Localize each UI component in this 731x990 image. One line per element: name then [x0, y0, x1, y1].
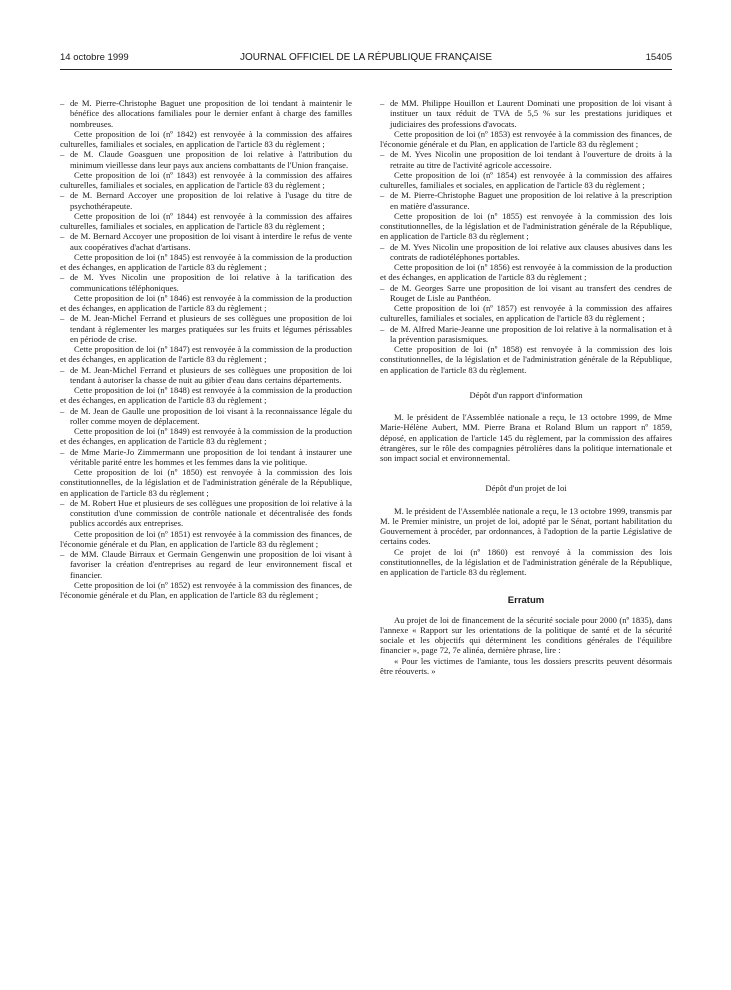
erratum-text-2: « Pour les victimes de l'amiante, tous les dossiers prescrits peuvent désormais être réouverts. »	[380, 655, 672, 676]
section-title-rapport: Dépôt d'un rapport d'information	[469, 389, 583, 400]
dash-marker: –	[60, 231, 65, 242]
entry-text: de M. Alfred Marie-Jeanne une proposition de loi relative à la normalisation et à la prévention parasismiques.	[390, 323, 672, 344]
entry-text: de M. Bernard Accoyer une proposition de loi visant à interdire le refus de vente aux coopératives d'achat d'artisans.	[70, 231, 352, 252]
list-item	[380, 324, 672, 345]
header-date: 14 octobre 1999	[60, 52, 129, 63]
referral-text: Cette proposition de loi (nº 1847) est renvoyée à la commission de la production et des échanges, en application de l'article 83 du règlement ;	[60, 344, 352, 365]
dash-marker: –	[380, 282, 385, 293]
list-item	[380, 149, 672, 170]
entry-text: de MM. Claude Birraux et Germain Gengenwin une proposition de loi visant à favoriser la création d'entreprises au regard de leur environnement fiscal et financier.	[70, 549, 352, 580]
entry-text: de M. Pierre-Christophe Baguet une proposition de loi relative à la prescription en matière d'assurance.	[390, 190, 672, 211]
entry-text: de M. Bernard Accoyer une proposition de loi relative à l'usage du titre de psychothérapeute.	[70, 190, 352, 211]
rapport-text: M. le président de l'Assemblée nationale a reçu, le 13 octobre 1999, de Mme Marie-Hélène Aubert, MM. Pierre Brana et Roland Blum un rapport nº 1859, déposé, en application de l'article 145 du règlement, par la commission des affaires étrangères, sur le rôle des compagnies pétrolières dans la politique internationale et son impact social et environnemental.	[380, 412, 672, 463]
header-rule	[60, 69, 672, 70]
entry-text: de MM. Philippe Houillon et Laurent Dominati une proposition de loi visant à instituer un taux réduit de TVA de 5,5 % sur les prestations juridiques et judiciaires des professions d'avocats.	[390, 98, 672, 129]
dash-marker: –	[380, 190, 385, 201]
list-item	[380, 190, 672, 211]
entry-text: de M. Yves Nicolin une proposition de loi tendant à l'ouverture de droits à la retraite au titre de l'activité agricole accessoire.	[390, 149, 672, 170]
referral-text: Cette proposition de loi (nº 1853) est renvoyée à la commission des finances, de l'économie générale et du Plan, en application de l'article 83 du règlement ;	[380, 128, 672, 149]
erratum-text-1: Au projet de loi de financement de la sécurité sociale pour 2000 (nº 1835), dans l'annexe « Rapport sur les orientations de la politique de santé et de la sécurité sociale et les objectifs qui déterminent les conditions générales de l'équilibre financier », page 72, 7e alinéa, dernière phrase, lire :	[380, 614, 672, 656]
list-item	[380, 98, 672, 129]
entry-text: de M. Yves Nicolin une proposition de loi relative aux clauses abusives dans les contrats de radiotéléphones portables.	[390, 241, 672, 262]
list-item	[60, 313, 352, 344]
right-column	[380, 98, 672, 676]
referral-text: Cette proposition de loi (nº 1842) est renvoyée à la commission des affaires culturelles, familiales et sociales, en application de l'article 83 du règlement ;	[60, 128, 352, 149]
projet-text-2: Ce projet de loi (nº 1860) est renvoyé à la commission des lois constitutionnelles, de la législation et de l'administration générale de la République, en application de l'article 83 du règlement.	[380, 546, 672, 577]
entry-text: de M. Jean de Gaulle une proposition de loi visant à la reconnaissance légale du roller comme moyen de déplacement.	[70, 405, 352, 426]
list-item	[60, 447, 352, 468]
dash-marker: –	[60, 272, 65, 283]
referral-text: Cette proposition de loi (nº 1852) est renvoyée à la commission des finances, de l'économie générale et du Plan, en application de l'article 83 du règlement ;	[60, 579, 352, 600]
referral-text: Cette proposition de loi (nº 1856) est renvoyée à la commission de la production et des échanges, en application de l'article 83 du règlement ;	[380, 262, 672, 283]
list-item	[60, 190, 352, 211]
dash-marker: –	[60, 549, 65, 559]
page-header	[60, 52, 672, 66]
list-item	[380, 283, 672, 304]
dash-marker: –	[60, 313, 65, 324]
entry-text: de M. Jean-Michel Ferrand et plusieurs de ses collègues une proposition de loi tendant à autoriser la chasse de nuit au gibier d'eau dans certains départements.	[70, 364, 352, 385]
referral-text: Cette proposition de loi (nº 1848) est renvoyée à la commission de la production et des échanges, en application de l'article 83 du règlement ;	[60, 385, 352, 406]
entry-text: de M. Yves Nicolin une proposition de loi relative à la tarification des communications téléphoniques.	[70, 272, 352, 293]
referral-text: Cette proposition de loi (nº 1845) est renvoyée à la commission de la production et des échanges, en application de l'article 83 du règlement ;	[60, 251, 352, 272]
dash-marker: –	[60, 149, 65, 160]
dash-marker: –	[60, 364, 65, 375]
dash-marker: –	[60, 497, 65, 508]
dash-marker: –	[380, 241, 385, 252]
list-item	[60, 498, 352, 529]
dash-marker: –	[380, 323, 385, 334]
entry-text: de M. Jean-Michel Ferrand et plusieurs de ses collègues une proposition de loi tendant à réglementer les marges pratiquées sur les fruits et légumes périssables en période de crise.	[70, 313, 352, 344]
projet-text-1: M. le président de l'Assemblée nationale a reçu, le 13 octobre 1999, transmis par M. le Premier ministre, un projet de loi, adopté par le Sénat, portant habilitation du Gouvernement à procéder, par ordonnances, à l'adoption de la partie Législative de certains codes.	[380, 505, 672, 547]
entry-text: de M. Pierre-Christophe Baguet une proposition de loi tendant à maintenir le bénéfice des allocations familiales pour le dernier enfant à charge des familles nombreuses.	[70, 98, 352, 129]
journal-title: JOURNAL OFFICIEL DE LA RÉPUBLIQUE FRANÇAISE	[239, 52, 493, 63]
list-item	[60, 231, 352, 252]
referral-text: Cette proposition de loi (nº 1849) est renvoyée à la commission de la production et des échanges, en application de l'article 83 du règlement ;	[60, 426, 352, 447]
referral-text: Cette proposition de loi (nº 1850) est renvoyée à la commission des lois constitutionnelles, de la législation et de l'administration générale de la République, en application de l'article 83 du règlement ;	[60, 467, 352, 498]
list-item	[60, 549, 352, 580]
entry-text: de M. Claude Goasguen une proposition de loi relative à l'attribution du minimum vieillesse dans leur pays aux anciens combattants de l'Union française.	[70, 149, 352, 170]
dash-marker: –	[60, 446, 65, 457]
referral-text: Cette proposition de loi (nº 1855) est renvoyée à la commission des lois constitutionnelles, de la législation et de l'administration générale de la République, en application de l'article 83 du règlement ;	[380, 210, 672, 242]
entry-text: de M. Georges Sarre une proposition de loi visant au transfert des cendres de Rouget de Lisle au Panthéon.	[390, 282, 672, 303]
left-column	[60, 98, 352, 600]
dash-marker: –	[60, 98, 65, 108]
dash-marker: –	[380, 98, 385, 108]
entry-text: de Mme Marie-Jo Zimmermann une proposition de loi tendant à instaurer une véritable parité entre les hommes et les femmes dans la vie politique.	[70, 446, 352, 467]
referral-text: Cette proposition de loi (nº 1854) est renvoyée à la commission des affaires culturelles, familiales et sociales, en application de l'article 83 du règlement ;	[380, 169, 672, 190]
dash-marker: –	[60, 190, 65, 201]
list-item	[60, 406, 352, 427]
referral-text: Cette proposition de loi (nº 1844) est renvoyée à la commission des affaires culturelles, familiales et sociales, en application de l'article 83 du règlement ;	[60, 210, 352, 231]
dash-marker: –	[60, 405, 65, 416]
list-item	[60, 365, 352, 386]
section-title-projet: Dépôt d'un projet de loi	[485, 483, 567, 494]
referral-text: Cette proposition de loi (nº 1858) est renvoyée à la commission des lois constitutionnelles, de la législation et de l'administration générale de la République, en application de l'article 83 du règlement.	[380, 344, 672, 375]
entry-text: de M. Robert Hue et plusieurs de ses collègues une proposition de loi relative à la constitution d'une commission de contrôle nationale et décentralisée des fonds publics accordés aux entreprises.	[70, 497, 352, 529]
referral-text: Cette proposition de loi (nº 1857) est renvoyée à la commission des affaires culturelles, familiales et sociales, en application de l'article 83 du règlement ;	[380, 303, 672, 324]
referral-text: Cette proposition de loi (nº 1843) est renvoyée à la commission des affaires culturelles, familiales et sociales, en application de l'article 83 du règlement ;	[60, 169, 352, 190]
section-title-erratum: Erratum	[507, 595, 545, 607]
list-item	[380, 242, 672, 263]
referral-text: Cette proposition de loi (nº 1846) est renvoyée à la commission de la production et des échanges, en application de l'article 83 du règlement ;	[60, 292, 352, 313]
list-item	[60, 272, 352, 293]
page-number: 15405	[645, 52, 672, 63]
list-item	[60, 98, 352, 129]
dash-marker: –	[380, 149, 385, 160]
list-item	[60, 149, 352, 170]
referral-text: Cette proposition de loi (nº 1851) est renvoyée à la commission des finances, de l'économie générale et du Plan, en application de l'article 83 du règlement ;	[60, 528, 352, 549]
